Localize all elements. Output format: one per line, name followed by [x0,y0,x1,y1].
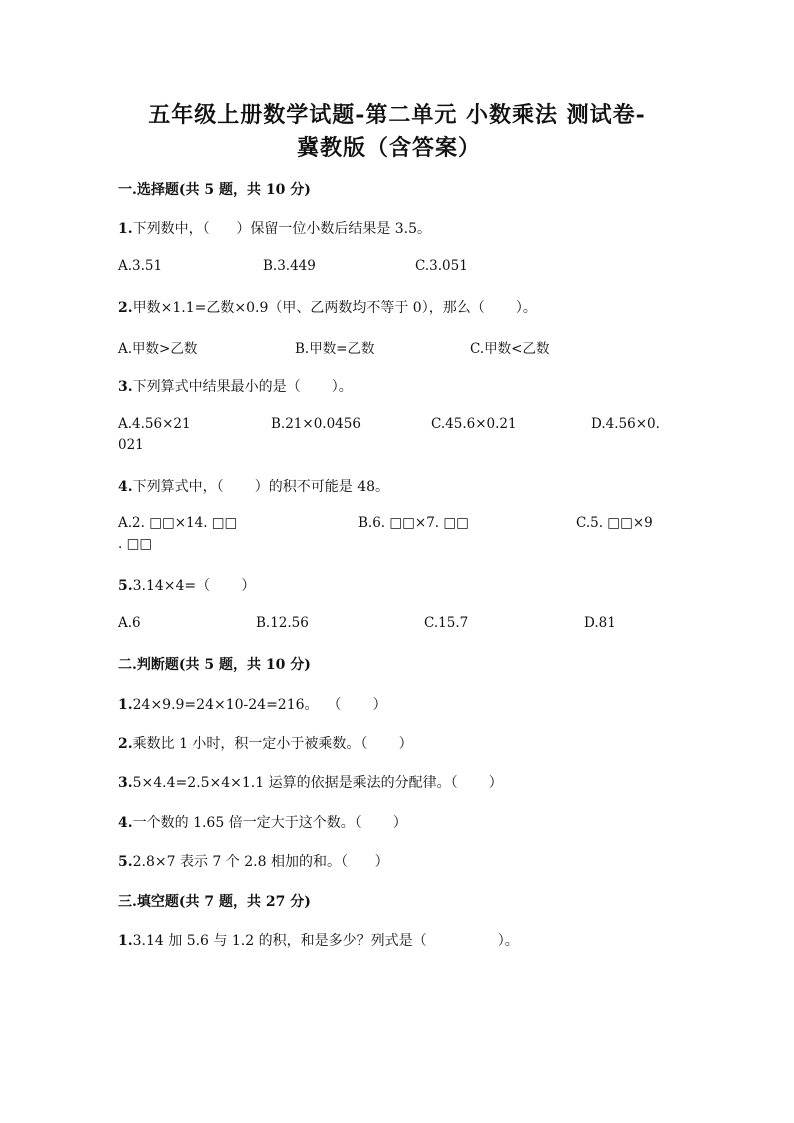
judgement-item [118,694,387,714]
option-c: C.45.6×0.21 [431,416,517,432]
question-number: 2. [118,736,133,752]
option-d: D.4.56×0. [591,416,660,432]
option-c: C.5. □□×9 [576,515,653,531]
judgement-item [118,812,407,832]
option-c: C.3.051 [415,258,468,274]
option-b: B.3.449 [263,258,316,274]
section-heading-choice: 一.选择题(共 5 题，共 10 分) [118,182,311,198]
option-b: B.21×0.0456 [271,416,361,432]
question-number: 1. [118,697,133,713]
question-text: 3.14 加 5.6 与 1.2 的积，和是多少？列式是（ ）。 [132,933,519,949]
question-number: 2. [118,300,133,316]
option-c-wrap: . □□ [118,536,153,552]
option-a: A.6 [118,615,141,631]
option-b: B.甲数=乙数 [295,341,375,357]
question-number: 3. [118,775,133,791]
fill-blank-item [118,930,519,950]
option-c: C.甲数<乙数 [470,341,550,357]
question-text: 下列算式中，（ ）的积不可能是 48。 [132,479,390,495]
question-text: 2.8×7 表示 7 个 2.8 相加的和。（ ） [132,854,389,870]
question-text: 下列数中，（ ）保留一位小数后结果是 3.5。 [132,221,432,237]
option-b: B.6. □□×7. □□ [358,515,469,531]
option-a: A.2. □□×14. □□ [118,515,238,531]
question-number: 5. [118,854,133,870]
question-text: 乘数比 1 小时，积一定小于被乘数。（ ） [132,736,413,752]
option-d: D.81 [584,615,616,631]
question-number: 3. [118,379,133,395]
section-heading-fill-blank: 三.填空题(共 7 题，共 27 分) [118,894,311,910]
option-a: A.4.56×21 [118,416,191,432]
question-number: 4. [118,479,133,495]
question-4 [118,476,389,496]
question-2 [118,297,537,317]
question-number: 5. [118,578,133,594]
question-number: 4. [118,815,133,831]
page-title-line1: 五年级上册数学试题-第二单元 小数乘法 测试卷- [148,102,646,128]
option-a: A.3.51 [118,258,163,274]
question-number: 1. [118,933,133,949]
question-text: 3.14×4=（ ） [132,578,256,594]
judgement-item [118,733,413,753]
page-title-line2: 冀教版（含答案） [296,135,481,161]
option-d-wrap: 021 [118,437,144,453]
question-3 [118,376,353,396]
question-1 [118,218,431,238]
question-text: 24×9.9=24×10-24=216。 （ ） [132,697,387,713]
question-text: 下列算式中结果最小的是（ ）。 [132,379,353,395]
judgement-item [118,772,503,792]
section-heading-judgement: 二.判断题(共 5 题，共 10 分) [118,657,311,673]
question-number: 1. [118,221,133,237]
question-text: 甲数×1.1=乙数×0.9（甲、乙两数均不等于 0），那么（ ）。 [132,300,537,316]
question-text: 一个数的 1.65 倍一定大于这个数。（ ） [132,815,407,831]
judgement-item [118,851,389,871]
question-5 [118,575,255,595]
option-c: C.15.7 [424,615,469,631]
option-b: B.12.56 [256,615,309,631]
question-text: 5×4.4=2.5×4×1.1 运算的依据是乘法的分配律。（ ） [132,775,503,791]
option-a: A.甲数>乙数 [118,341,198,357]
